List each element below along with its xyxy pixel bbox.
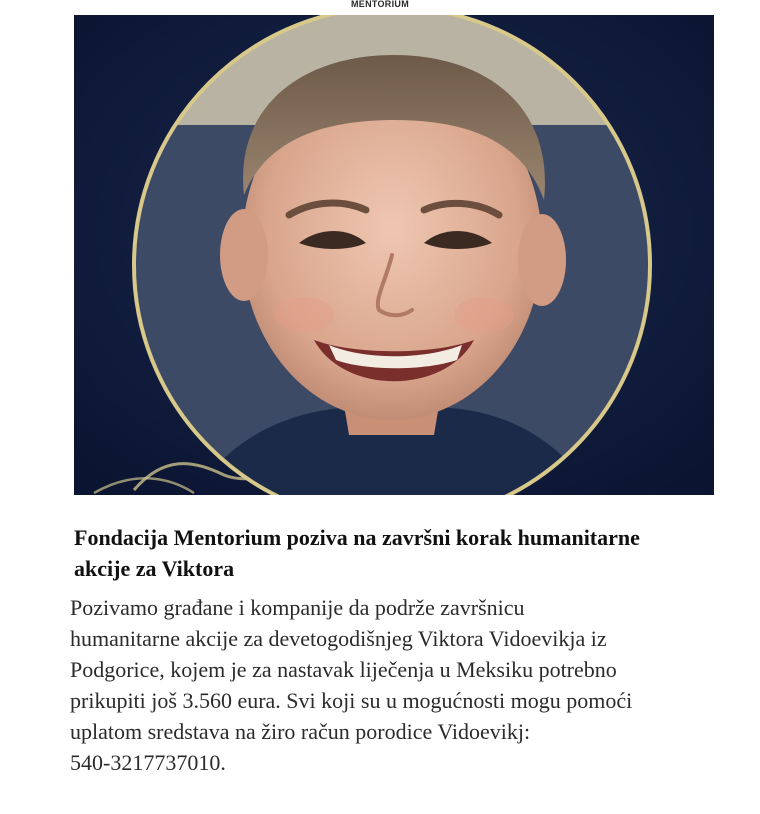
body-line: Podgorice, kojem je za nastavak liječenja u Meksiku potrebno <box>70 657 617 682</box>
body-line: humanitarne akcije za devetogodišnjeg Viktora Vidoevikja iz <box>70 626 607 651</box>
body-line: uplatom sredstava na žiro račun porodice Vidoevikj: <box>70 719 531 744</box>
child-photo <box>74 15 714 495</box>
headline-line: akcije za Viktora <box>74 556 235 581</box>
body-line: 540-3217737010. <box>70 750 226 775</box>
body-line: prikupiti još 3.560 eura. Svi koji su u mogućnosti mogu pomoći <box>70 688 633 713</box>
brand-logo-text: MENTORIUM <box>350 0 410 9</box>
body-line: Pozivamo građane i kompanije da podrže završnicu <box>70 595 525 620</box>
article-body <box>70 592 742 778</box>
article-headline <box>74 522 734 584</box>
headline-line: Fondacija Mentorium poziva na završni korak humanitarne <box>74 525 640 550</box>
